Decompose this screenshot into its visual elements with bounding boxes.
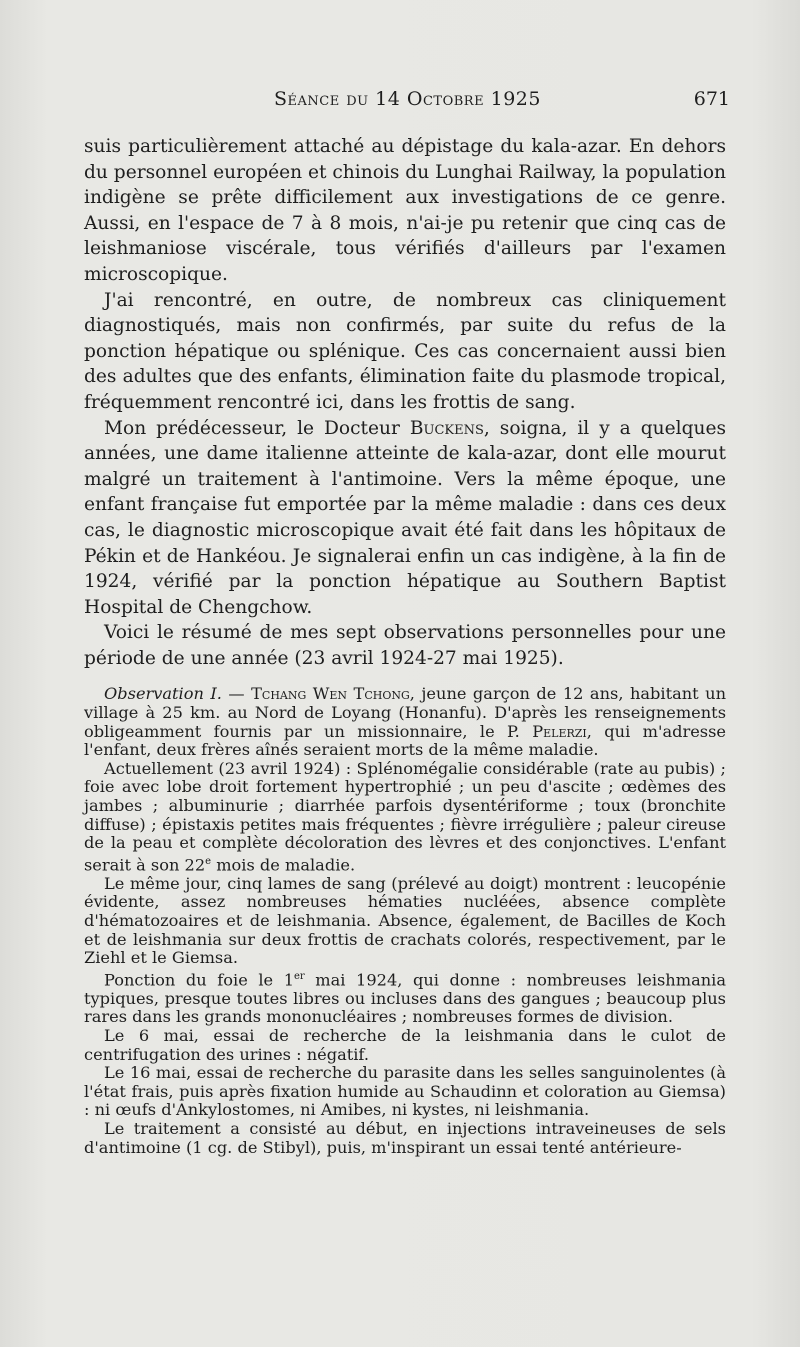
paragraph-2: J'ai rencontré, en outre, de nombreux cas cliniquement diagnostiqués, mais non confirmés, par suite du refus de la ponction hépatique ou splénique. Ces cas concernaient aussi bien des adultes que des enfants, élimination faite du plasmode tropical, fréquemment rencontré ici, dans les frottis de sang. [84,289,726,413]
observation-stool: Le 16 mai, essai de recherche du parasite dans les selles sanguinolentes (à l'état frais, puis après fixation humide au Schaudinn et coloration au Giemsa) : ni œufs d'Ankylostomes, ni Amibes, ni kystes, ni leishmania. [84,1063,726,1120]
paragraph-4: Voici le résumé de mes sept observations personnelles pour une période de une année (23 avril 1924-27 mai 1925). [84,622,726,669]
observation-dash: — [221,684,252,704]
observation-title: Observation I. [104,684,222,704]
status-superscript: e [205,855,212,867]
page-body [84,134,726,1157]
doctor-name: Buckens [409,417,484,439]
observation-intro-text: , jeune garçon de 12 ans, habitant un village à 25 km. au Nord de Loyang (Honanfu). D'après les renseignements obligeamment fournis par un missionnaire, le P. [84,684,726,741]
paragraph-3-start: Mon prédécesseur, le Docteur [104,417,410,439]
puncture-text-end: mai 1924, qui donne : nombreuses leishmania typiques, presque toutes libres ou incluses dans des gangues ; beaucoup plus rares dans les grands mononucléaires ; nombreuses formes de division. [84,970,726,1027]
page-header [84,88,730,118]
missionary-name: Pelerzi [532,721,587,741]
status-text-end: mois de maladie. [211,855,356,875]
patient-name: Tchang Wen Tchong [251,684,410,704]
observation-treatment: Le traitement a consisté au début, en injections intraveineuses de sels d'antimoine (1 cg. de Stibyl), puis, m'inspirant un essai tenté antérieure- [84,1118,726,1157]
main-text [84,134,726,671]
observation-intro-end: , qui m'adresse l'enfant, deux frères aînés seraient morts de la même maladie. [84,721,726,760]
paragraph-3 [84,416,726,621]
running-head: Séance du 14 Octobre 1925 [274,88,541,110]
paragraph-1: suis particulièrement attaché au dépistage du kala-azar. En dehors du personnel européen et chinois du Lunghai Railway, la population indigène se prête difficilement aux investigations de ce genre. Aussi, en l'espace de 7 à 8 mois, n'ai-je pu retenir que cinq cas de leishmaniose viscérale, tous vérifiés d'ailleurs par l'examen microscopique. [84,136,726,285]
puncture-text: Ponction du foie le 1 [104,970,294,990]
status-text: Actuellement (23 avril 1924) : Splénomégalie considérable (rate au pubis) ; foie avec lobe droit fortement hypertrophié ; un peu d'ascite ; œdèmes des jambes ; albuminurie ; diarrhée parfois dysentériforme ; toux (bronchite diffuse) ; épistaxis petites mais fréquentes ; fièvre irrégulière ; paleur cireuse de la peau et complète décoloration des lèvres et des conjonctives. L'enfant serait à son 22 [84,758,726,875]
observation-intro [84,685,726,759]
observation-block [84,685,726,1157]
observation-smear: Le même jour, cinq lames de sang (prélevé au doigt) montrent : leucopénie évidente, assez nombreuses hématies nucléées, absence complète d'hématozoaires et de leishmania. Absence, également, de Bacilles de Koch et de leishmania sur deux frottis de crachats colorés, respectivement, par le Ziehl et le Giemsa. [84,873,726,968]
page-number: 671 [693,88,730,110]
observation-status [84,760,726,875]
puncture-superscript: er [294,970,305,982]
paragraph-3-rest: , soigna, il y a quelques années, une dame italienne atteinte de kala-azar, dont elle mourut malgré un traitement à l'antimoine. Vers la même époque, une enfant française fut emportée par la même maladie : dans ces deux cas, le diagnostic microscopique avait été fait dans les hôpitaux de Pékin et de Hankéou. Je signalerai enfin un cas indigène, à la fin de 1924, vérifié par la ponction hépatique au Southern Baptist Hospital de Chengchow. [84,417,726,618]
observation-urine: Le 6 mai, essai de recherche de la leishmania dans le culot de centrifugation des urines : négatif. [84,1025,726,1064]
observation-puncture [84,968,726,1027]
